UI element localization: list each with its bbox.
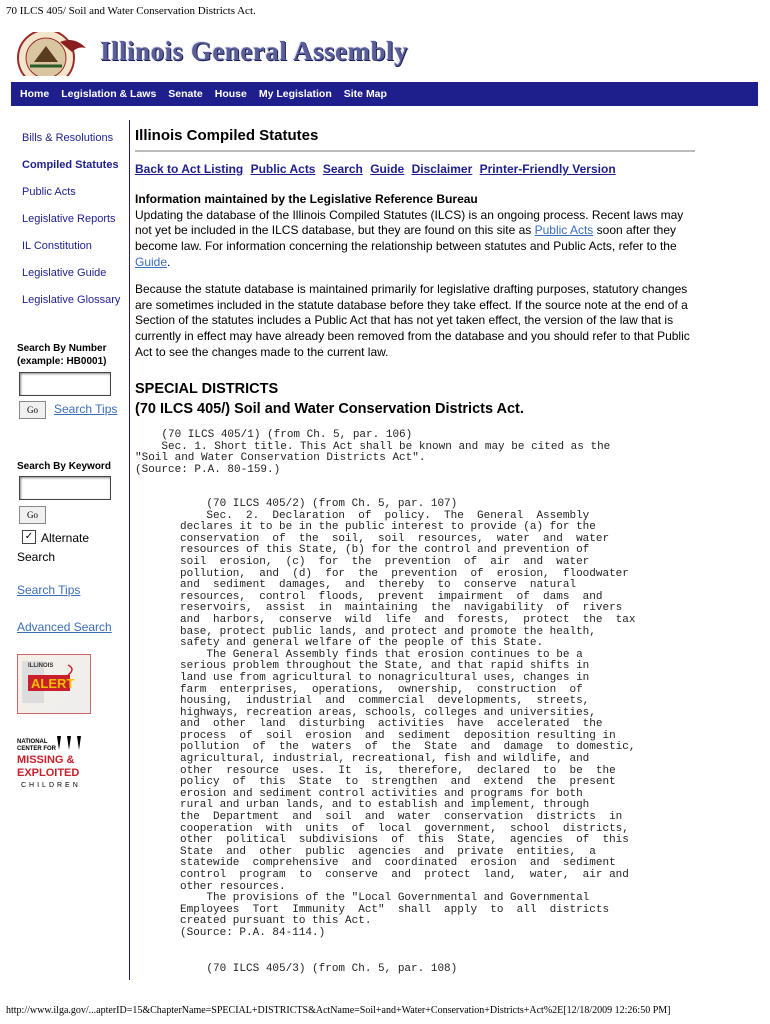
- svg-text:EXPLOITED: EXPLOITED: [17, 767, 80, 779]
- public-acts-link[interactable]: Public Acts: [250, 162, 316, 176]
- sidebar-item-compiled-statutes[interactable]: Compiled Statutes: [22, 159, 119, 171]
- act-name: (70 ILCS 405/) Soil and Water Conservation Districts Act.: [135, 401, 524, 417]
- chapter-name: SPECIAL DISTRICTS: [135, 381, 279, 397]
- statute-section-3: (70 ILCS 405/3) (from Ch. 5, par. 108): [180, 963, 458, 975]
- sidebar: [11, 120, 130, 980]
- statute-section-2: (70 ILCS 405/2) (from Ch. 5, par. 107) Sec. 2. Declaration of policy. The General Assembly declares it to be in the public interest to provide (a) for the conservation of the soil, soil resources, water and water resources of this State, (b) for the control and prevention of soil erosion, (c) for the prevention of air and water pollution, and (d) for the prevention of erosion, floodwater and sediment damages, and thereby to conserve natural resources, control floods, prevent impairment of dams and reservoirs, assist in maintaining the navigability of rivers and harbors, conserve wild life and forests, protect the tax base, protect public lands, and protect and promote the health, safety and general welfare of the people of this State. The General Assembly finds that erosion continues to be a serious problem throughout the State, and that rapid shifts in land use from agricultural to nonagricultural uses, changes in farm enterprises, operations, ownership, construction of housing, industrial and commercial developments, streets, highways, recreation areas, schools, colleges and universities, and other land disturbing activities have accelerated the process of soil erosion and sediment deposition resulting in pollution of the waters of the State and damage to domestic, agricultural, industrial, recreational, fish and wildlife, and other resource uses. It is, therefore, declared to be the policy of this State to strengthen and extend the present erosion and sediment control activities and programs for both rural and urban lands, and to establish and implement, through the Department and soil and water conservation districts in cooperation with units of local government, school districts, other political subdivisions of this State, agencies of this State and other public agencies and private entities, a statewide comprehensive and coordinated erosion and sediment control program to conserve and protect land, water, air and other resources. The provisions of the "Local Governmental and Governmental Employees Tort Immunity Act" shall apply to all districts created pursuant to this Act. (Source: P.A. 84-114.): [180, 498, 636, 939]
- nav-house[interactable]: House: [214, 88, 247, 100]
- advanced-search-link[interactable]: Advanced Search: [17, 620, 112, 634]
- title-divider: [135, 150, 695, 152]
- nav-senate[interactable]: Senate: [168, 88, 203, 100]
- alternate-search-checkbox[interactable]: ✓: [22, 530, 36, 544]
- site-banner: [10, 32, 758, 78]
- act-heading: [135, 379, 524, 419]
- nav-home[interactable]: Home: [20, 88, 50, 100]
- state-seal-icon[interactable]: [16, 32, 98, 76]
- public-acts-inline-link[interactable]: Public Acts: [534, 223, 594, 238]
- svg-text:CHILDREN: CHILDREN: [21, 782, 81, 789]
- sidebar-item-legislative-guide[interactable]: Legislative Guide: [22, 267, 107, 279]
- info-text-3: .: [167, 254, 171, 269]
- alternate-search-label: Alternate Search: [17, 531, 90, 564]
- back-to-act-listing-link[interactable]: Back to Act Listing: [135, 162, 244, 176]
- search-tips-link[interactable]: Search Tips: [54, 402, 118, 416]
- disclaimer-link[interactable]: Disclaimer: [411, 162, 473, 176]
- amber-alert-badge[interactable]: [17, 654, 91, 714]
- statute-toolbar-links: [135, 162, 620, 176]
- nav-site-map[interactable]: Site Map: [343, 88, 387, 100]
- search-link[interactable]: Search: [322, 162, 363, 176]
- info-text-2: soon after they become law. For information concerning the relationship between statutes and Public Acts, refer to the: [135, 223, 677, 254]
- search-number-label: Search By Number (example: HB0001): [17, 343, 107, 367]
- info-notice: [135, 192, 695, 271]
- search-keyword-label: Search By Keyword: [17, 461, 111, 472]
- guide-link[interactable]: Guide: [370, 162, 405, 176]
- search-keyword-input[interactable]: [19, 476, 111, 500]
- site-title-logo[interactable]: Illinois General Assembly: [100, 36, 409, 66]
- info-text-1: Updating the database of the Illinois Compiled Statutes (ILCS) is an ongoing process. Recent laws may not yet be included in the ILCS database, but they are found on this site as: [135, 207, 684, 238]
- svg-text:ALERT: ALERT: [31, 676, 75, 691]
- svg-text:ILLINOIS: ILLINOIS: [28, 663, 54, 669]
- print-footer-url: http://www.ilga.gov/...apterID=15&ChapterName=SPECIAL+DISTRICTS&ActName=Soil+and+Water+Conservation+Districts+Act%2E[12/18/2009 12:26:50 PM]: [6, 1005, 671, 1016]
- svg-text:MISSING &: MISSING &: [17, 754, 75, 766]
- sidebar-item-bills-resolutions[interactable]: Bills & Resolutions: [22, 132, 114, 144]
- missing-children-badge[interactable]: [17, 734, 91, 790]
- nav-my-legislation[interactable]: My Legislation: [258, 88, 332, 100]
- nav-legislation-laws[interactable]: Legislation & Laws: [61, 88, 157, 100]
- search-tips-link-2[interactable]: Search Tips: [17, 583, 81, 597]
- sidebar-item-legislative-glossary[interactable]: Legislative Glossary: [22, 294, 121, 306]
- amber-alert-icon: [18, 655, 90, 713]
- page-title: Illinois Compiled Statutes: [135, 127, 319, 144]
- search-number-input[interactable]: [19, 372, 111, 396]
- missing-children-icon: [17, 734, 91, 790]
- sidebar-item-public-acts[interactable]: Public Acts: [22, 186, 76, 198]
- svg-text:CENTER FOR: CENTER FOR: [17, 746, 56, 752]
- info-heading: Information maintained by the Legislative Reference Bureau: [135, 192, 478, 206]
- sidebar-item-legislative-reports[interactable]: Legislative Reports: [22, 213, 116, 225]
- statute-section-1: (70 ILCS 405/1) (from Ch. 5, par. 106) Sec. 1. Short title. This Act shall be known and may be cited as the "Soil and Water Conservation Districts Act". (Source: P.A. 80-159.): [135, 429, 611, 476]
- guide-inline-link[interactable]: Guide: [135, 254, 168, 269]
- print-header: 70 ILCS 405/ Soil and Water Conservation Districts Act.: [6, 5, 256, 17]
- main-nav: [11, 82, 758, 106]
- info-paragraph-2: Because the statute database is maintained primarily for legislative drafting purposes, statutory changes are sometimes included in the statute database before they take effect. If the source note at the end of a Section of the statutes includes a Public Act that has not yet taken effect, the version of the law that is currently in effect may have already been removed from the database and you should refer to that Public Act to see the changes made to the current law.: [135, 282, 690, 359]
- sidebar-item-il-constitution[interactable]: IL Constitution: [22, 240, 92, 252]
- svg-text:NATIONAL: NATIONAL: [17, 739, 48, 745]
- search-keyword-go-button[interactable]: Go: [19, 506, 46, 524]
- printer-friendly-link[interactable]: Printer-Friendly Version: [479, 162, 616, 176]
- search-number-go-button[interactable]: Go: [19, 401, 46, 419]
